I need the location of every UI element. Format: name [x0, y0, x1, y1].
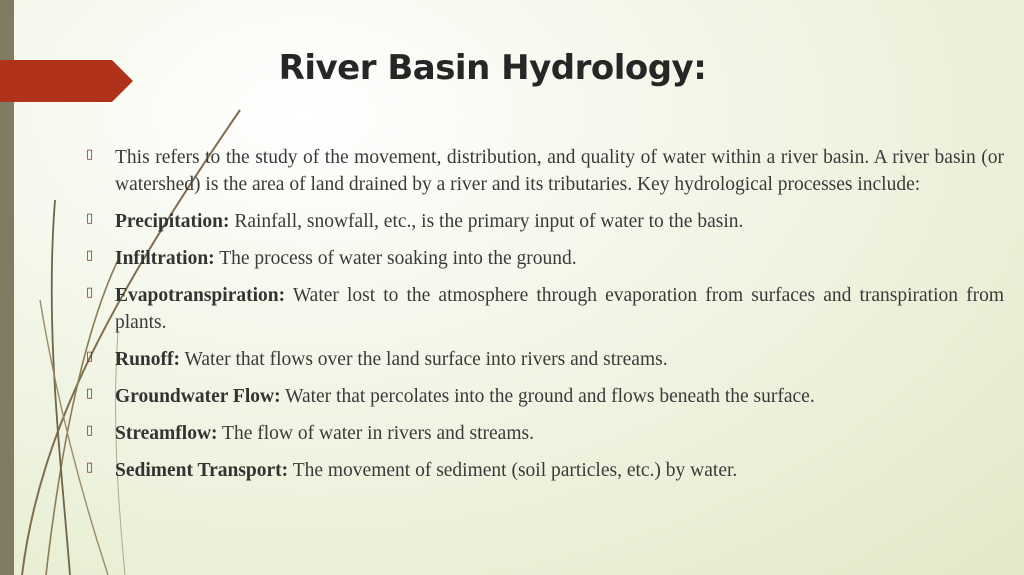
bullet-marker-icon: ▯ — [86, 147, 94, 162]
bullet-term: Evapotranspiration: — [115, 285, 286, 306]
bullet-list — [86, 144, 1004, 494]
bullet-text: The movement of sediment (soil particles, etc.) by water. — [288, 460, 738, 481]
bullet-item — [86, 346, 1004, 373]
bullet-marker-icon: ▯ — [86, 349, 94, 364]
bullet-term: Groundwater Flow: — [115, 386, 281, 407]
bullet-text: Rainfall, snowfall, etc., is the primary input of water to the basin. — [229, 211, 744, 232]
bullet-marker-icon: ▯ — [86, 285, 94, 300]
bullet-text: This refers to the study of the movement, distribution, and quality of water within a river basin. A river basin (or watershed) is the area of land drained by a river and its tributaries. Key hydrological processes include: — [115, 147, 1004, 195]
bullet-item — [86, 208, 1004, 235]
bullet-text: Water lost to the atmosphere through evaporation from surfaces and transpiration from plants. — [115, 285, 1004, 333]
bullet-item — [86, 282, 1004, 336]
bullet-item — [86, 420, 1004, 447]
bullet-marker-icon: ▯ — [86, 211, 94, 226]
bullet-text: Water that percolates into the ground and flows beneath the surface. — [280, 386, 815, 407]
bullet-term: Infiltration: — [115, 248, 215, 269]
bullet-term: Runoff: — [115, 349, 181, 370]
bullet-text: The flow of water in rivers and streams. — [217, 423, 534, 444]
bullet-item — [86, 457, 1004, 484]
bullet-marker-icon: ▯ — [86, 386, 94, 401]
bullet-text: Water that flows over the land surface into rivers and streams. — [180, 349, 668, 370]
bullet-marker-icon: ▯ — [86, 460, 94, 475]
bullet-term: Precipitation: — [115, 211, 230, 232]
bullet-term: Streamflow: — [115, 423, 218, 444]
bullet-item — [86, 245, 1004, 272]
bullet-marker-icon: ▯ — [86, 423, 94, 438]
bullet-item — [86, 144, 1004, 198]
decorative-curve — [52, 200, 70, 575]
bullet-marker-icon: ▯ — [86, 248, 94, 263]
slide-title: River Basin Hydrology: — [278, 48, 707, 88]
bullet-term: Sediment Transport: — [115, 460, 289, 481]
bullet-text: The process of water soaking into the ground. — [214, 248, 577, 269]
bullet-item — [86, 383, 1004, 410]
